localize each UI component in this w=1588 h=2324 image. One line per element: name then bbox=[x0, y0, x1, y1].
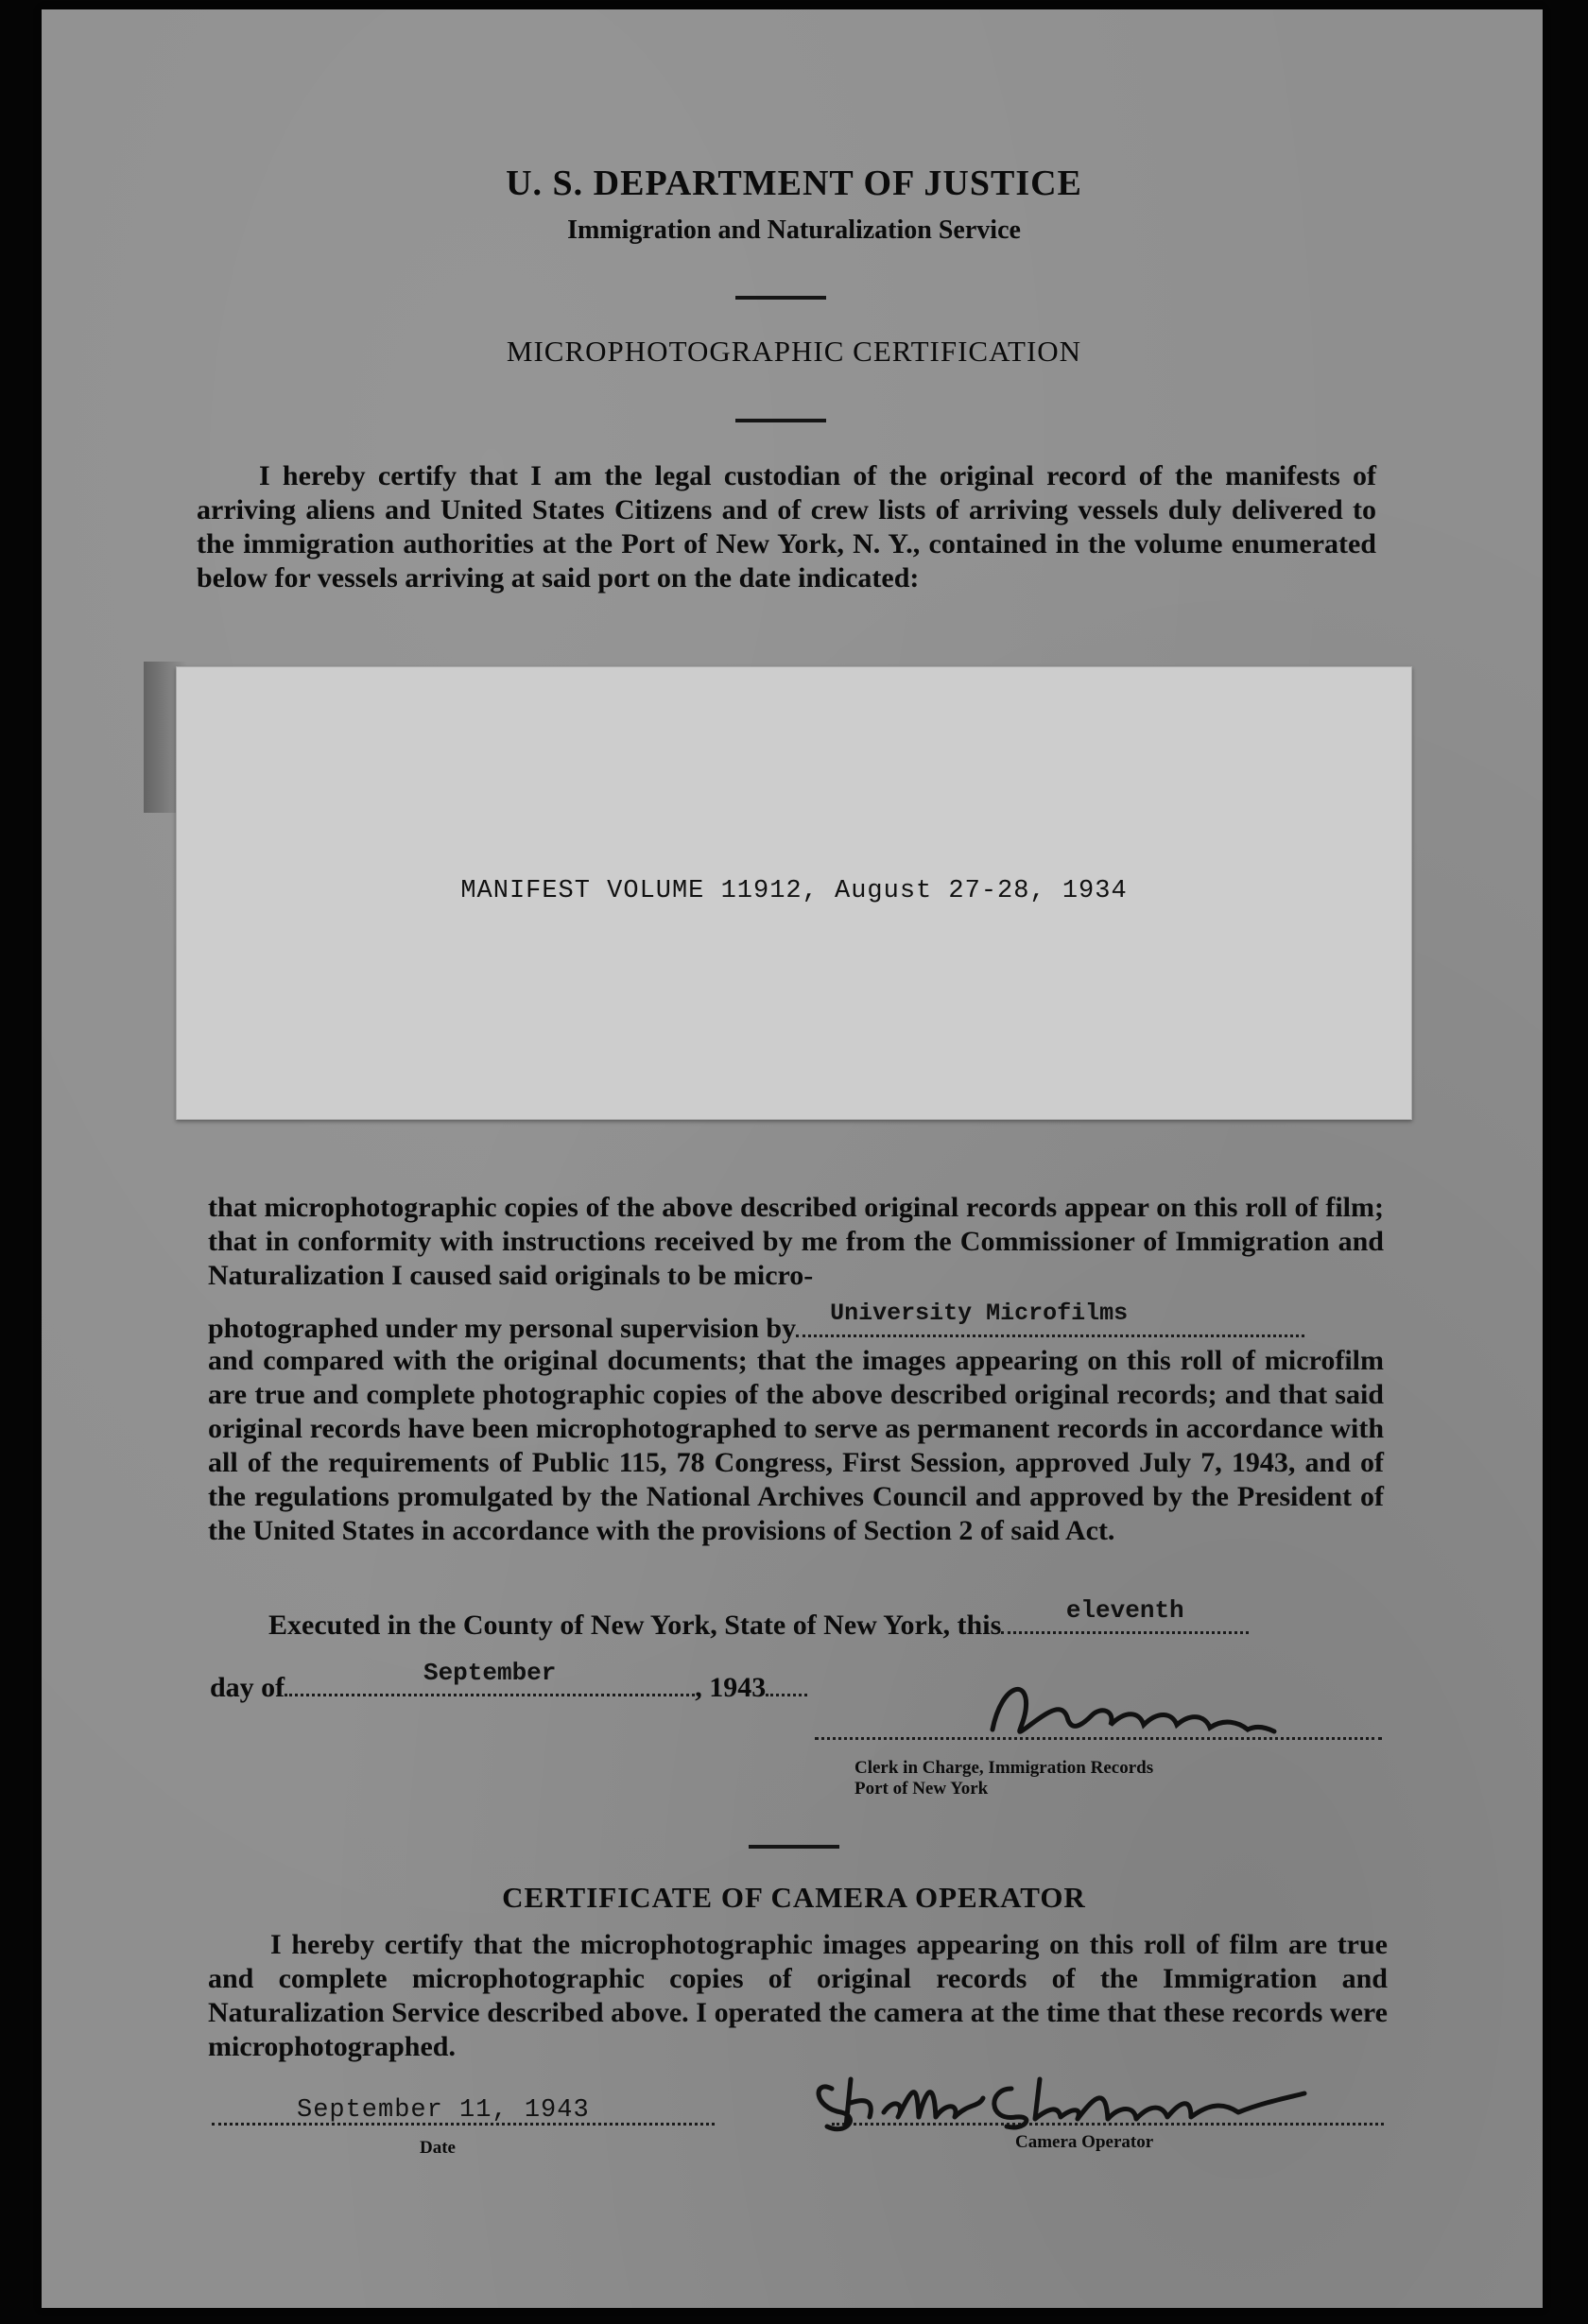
supervision-line bbox=[208, 1300, 1384, 1346]
manifest-slip bbox=[176, 666, 1412, 1120]
camera-certificate-title: CERTIFICATE OF CAMERA OPERATOR bbox=[502, 1881, 1086, 1914]
supervisor-dotted-field bbox=[796, 1300, 1304, 1337]
certification-title: MICROPHOTOGRAPHIC CERTIFICATION bbox=[506, 335, 1082, 368]
department-heading: U. S. DEPARTMENT OF JUSTICE bbox=[506, 164, 1082, 203]
executed-day-field bbox=[1001, 1596, 1249, 1634]
year-text: , 1943 bbox=[695, 1672, 767, 1703]
custodian-paragraph: I hereby certify that I am the legal custodian of the original record of the manifests of arriving aliens and United States Citizens and of crew lists of arriving vessels duly delivered to the immigration authorities at the Port of New York, N. Y., contained in the volume enumerated below for vessels arriving at said port on the date indicated: bbox=[197, 460, 1376, 594]
supervisor-value: University Microfilms bbox=[830, 1300, 1129, 1327]
camera-operator-signature bbox=[794, 2060, 1342, 2136]
copies-paragraph-part1: that microphotographic copies of the above described original records appear on this roll of film; that in conformity with instructions received by me from the Commissioner of Immigration and Naturalization I caused said originals to be micro- bbox=[208, 1192, 1384, 1291]
supervision-prefix: photographed under my personal supervision by bbox=[208, 1313, 797, 1344]
section-divider bbox=[749, 1845, 839, 1849]
executed-day-value: eleventh bbox=[1065, 1596, 1184, 1625]
month-value: September bbox=[423, 1659, 557, 1687]
clerk-signature bbox=[974, 1673, 1286, 1748]
date-label: Date bbox=[420, 2138, 456, 2158]
executed-prefix: Executed in the County of New York, State of New York, this bbox=[268, 1610, 1002, 1641]
month-field bbox=[285, 1659, 695, 1696]
camera-certificate-text: I hereby certify that the microphotographic images appearing on this roll of film are true and complete microphotographic copies of original records of the Immigration and Naturalization Service described above. I operated the camera at the time that these records were microphotographed. bbox=[208, 1929, 1388, 2062]
clerk-title-line2: Port of New York bbox=[854, 1779, 989, 1799]
manifest-volume-text: MANIFEST VOLUME 11912, August 27-28, 1934 bbox=[460, 877, 1128, 905]
service-subheading: Immigration and Naturalization Service bbox=[567, 215, 1021, 245]
executed-line bbox=[268, 1596, 1384, 1643]
date-value: September 11, 1943 bbox=[297, 2096, 590, 2125]
day-of-label: day of bbox=[210, 1672, 285, 1703]
clerk-title-line1: Clerk in Charge, Immigration Records bbox=[854, 1758, 1154, 1778]
header-divider-1 bbox=[735, 296, 826, 300]
header-divider-2 bbox=[735, 419, 826, 422]
copies-paragraph-part2: and compared with the original documents; that the images appearing on this roll of microfilm are true and complete photographic copies of the above described original records; and that said original records have been microphotographed to serve as permanent records in accordance with all of the requirements of Public 115, 78 Congress, First Session, approved July 7, 1943, and of the regulations promulgated by the National Archives Council and approved by the President of the United States in accordance with the provisions of Section 2 of said Act. bbox=[208, 1345, 1384, 1546]
year-trailing-dots bbox=[766, 1669, 807, 1696]
operator-label: Camera Operator bbox=[1015, 2132, 1154, 2152]
day-of-line bbox=[210, 1659, 807, 1705]
